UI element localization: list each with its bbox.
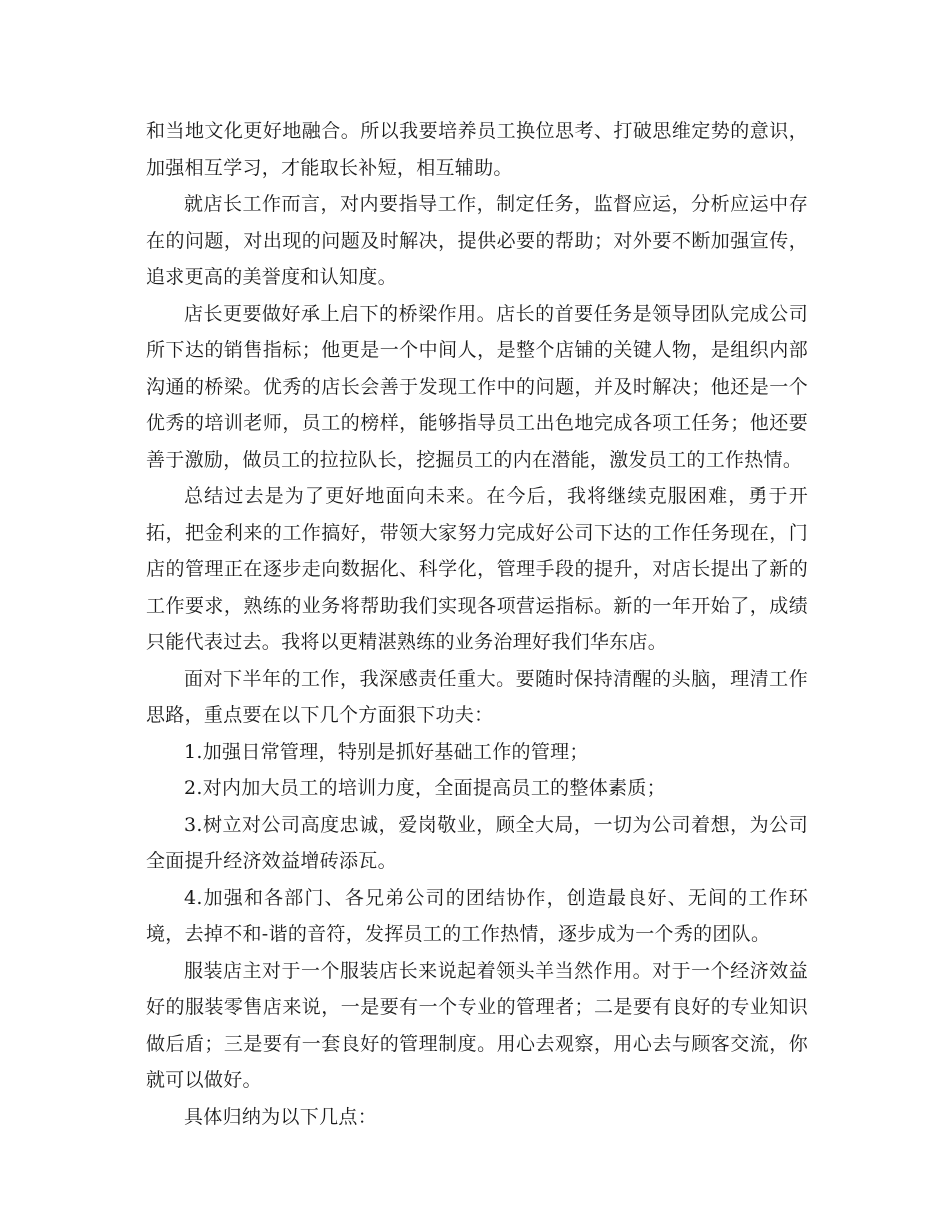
paragraph-summary-points: 具体归纳为以下几点： — [184, 1105, 378, 1128]
paragraph-continuation: 和当地文化更好地融合。所以我要培养员工换位思考、打破思维定势的意识，加强相互学习，才能取长补短，相互辅助。 — [146, 120, 808, 179]
paragraph-bridge-role: 店长更要做好承上启下的桥梁作用。店长的首要任务是领导团队完成公司所下达的销售指标；他更是一个中间人，是整个店铺的关键人物，是组织内部沟通的桥梁。优秀的店长会善于发现工作中的问题，并及时解决；他还是一个优秀的培训老师，员工的榜样，能够指导员工出色地完成各项工任务；他还要善于激励，做员工的拉拉队长，挖掘员工的内在潜能，激发员工的工作热情。 — [146, 302, 808, 471]
document-body — [146, 113, 808, 1135]
list-item-3: 3.树立对公司高度忠诚，爱岗敬业，顾全大局，一切为公司着想，为公司全面提升经济效益增砖添瓦。 — [146, 813, 808, 872]
list-item-1: 1.加强日常管理，特别是抓好基础工作的管理； — [184, 740, 589, 763]
paragraph-store-manager-duties: 就店长工作而言，对内要指导工作，制定任务，监督应运，分析应运中存在的问题，对出现的问题及时解决，提供必要的帮助；对外要不断加强宣传，追求更高的美誉度和认知度。 — [146, 193, 808, 288]
paragraph-clothing-store-owner: 服装店主对于一个服装店长来说起着领头羊当然作用。对于一个经济效益好的服装零售店来说，一是要有一个专业的管理者；二是要有良好的专业知识做后盾；三是要有一套良好的管理制度。用心去观察，用心去与顾客交流，你就可以做好。 — [146, 959, 808, 1091]
list-item-4: 4.加强和各部门、各兄弟公司的团结协作，创造最良好、无间的工作环境，去掉不和-谐的音符，发挥员工的工作热情，逐步成为一个秀的团队。 — [146, 886, 808, 945]
paragraph-second-half-work: 面对下半年的工作，我深感责任重大。要随时保持清醒的头脑，理清工作思路，重点要在以下几个方面狠下功夫： — [146, 667, 808, 726]
paragraph-summary-future: 总结过去是为了更好地面向未来。在今后，我将继续克服困难，勇于开拓，把金利来的工作搞好，带领大家努力完成好公司下达的工作任务现在，门店的管理正在逐步走向数据化、科学化，管理手段的提升，对店长提出了新的工作要求，熟练的业务将帮助我们实现各项营运指标。新的一年开始了，成绩只能代表过去。我将以更精湛熟练的业务治理好我们华东店。 — [146, 485, 808, 653]
list-item-2: 2.对内加大员工的培训力度，全面提高员工的整体素质； — [184, 777, 666, 799]
